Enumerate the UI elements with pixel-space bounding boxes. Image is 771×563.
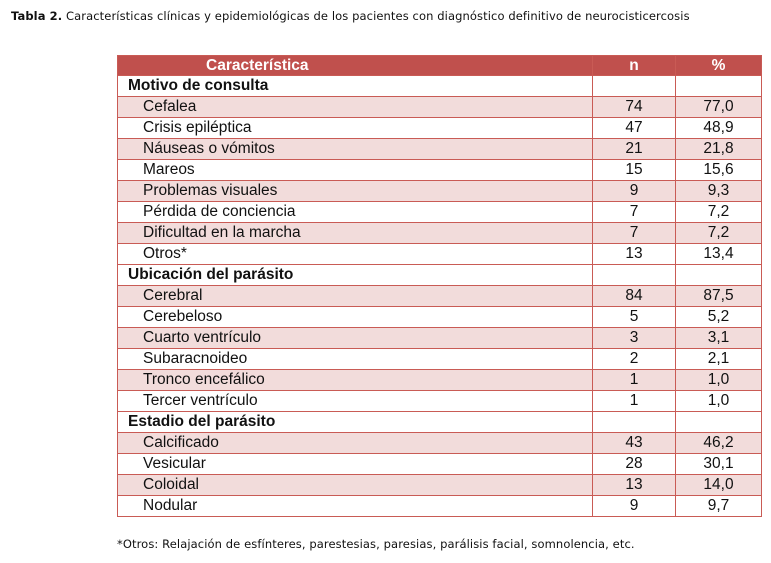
table-row	[118, 244, 762, 265]
header-percent: %	[676, 56, 762, 76]
row-label: Coloidal	[118, 475, 593, 496]
row-label: Otros*	[118, 244, 593, 265]
characteristics-table	[117, 55, 762, 517]
table-row	[118, 307, 762, 328]
section-row	[118, 265, 762, 286]
table-row	[118, 433, 762, 454]
row-percent: 13,4	[676, 244, 762, 265]
row-n: 47	[593, 118, 676, 139]
row-percent: 3,1	[676, 328, 762, 349]
row-n: 43	[593, 433, 676, 454]
row-percent: 21,8	[676, 139, 762, 160]
section-title: Ubicación del parásito	[118, 265, 593, 286]
row-percent: 7,2	[676, 202, 762, 223]
table-caption	[11, 9, 690, 23]
row-label: Pérdida de conciencia	[118, 202, 593, 223]
row-percent: 87,5	[676, 286, 762, 307]
row-n: 3	[593, 328, 676, 349]
section-n-empty	[593, 412, 676, 433]
row-percent: 1,0	[676, 370, 762, 391]
section-percent-empty	[676, 76, 762, 97]
table-caption-text: Características clínicas y epidemiológicas de los pacientes con diagnóstico definitivo de neurocisticercosis	[66, 9, 690, 23]
row-label: Nodular	[118, 496, 593, 517]
row-percent: 15,6	[676, 160, 762, 181]
table-row	[118, 370, 762, 391]
row-n: 9	[593, 181, 676, 202]
table-row	[118, 181, 762, 202]
row-n: 7	[593, 223, 676, 244]
row-n: 15	[593, 160, 676, 181]
section-percent-empty	[676, 412, 762, 433]
section-n-empty	[593, 265, 676, 286]
row-n: 21	[593, 139, 676, 160]
row-percent: 5,2	[676, 307, 762, 328]
row-label: Crisis epiléptica	[118, 118, 593, 139]
table-caption-label: Tabla 2.	[11, 9, 63, 23]
row-percent: 48,9	[676, 118, 762, 139]
row-n: 7	[593, 202, 676, 223]
row-percent: 7,2	[676, 223, 762, 244]
section-row	[118, 76, 762, 97]
table-row	[118, 223, 762, 244]
row-label: Tronco encefálico	[118, 370, 593, 391]
row-n: 1	[593, 370, 676, 391]
table-row	[118, 454, 762, 475]
row-percent: 2,1	[676, 349, 762, 370]
row-n: 2	[593, 349, 676, 370]
row-n: 74	[593, 97, 676, 118]
row-n: 84	[593, 286, 676, 307]
row-percent: 14,0	[676, 475, 762, 496]
table-row	[118, 202, 762, 223]
row-percent: 9,7	[676, 496, 762, 517]
table-row	[118, 496, 762, 517]
table-row	[118, 286, 762, 307]
table-row	[118, 160, 762, 181]
row-label: Mareos	[118, 160, 593, 181]
row-label: Problemas visuales	[118, 181, 593, 202]
row-label: Subaracnoideo	[118, 349, 593, 370]
section-percent-empty	[676, 265, 762, 286]
row-n: 28	[593, 454, 676, 475]
header-n: n	[593, 56, 676, 76]
row-label: Tercer ventrículo	[118, 391, 593, 412]
table-header-row	[118, 56, 762, 76]
row-percent: 1,0	[676, 391, 762, 412]
row-n: 1	[593, 391, 676, 412]
row-n: 9	[593, 496, 676, 517]
row-label: Cefalea	[118, 97, 593, 118]
table-row	[118, 475, 762, 496]
table-row	[118, 118, 762, 139]
row-percent: 9,3	[676, 181, 762, 202]
row-label: Calcificado	[118, 433, 593, 454]
row-label: Vesicular	[118, 454, 593, 475]
row-percent: 46,2	[676, 433, 762, 454]
table-row	[118, 328, 762, 349]
row-percent: 30,1	[676, 454, 762, 475]
section-n-empty	[593, 76, 676, 97]
row-label: Dificultad en la marcha	[118, 223, 593, 244]
table-body	[118, 76, 762, 517]
table-row	[118, 97, 762, 118]
section-row	[118, 412, 762, 433]
header-characteristic: Característica	[118, 56, 593, 76]
table-row	[118, 139, 762, 160]
section-title: Estadio del parásito	[118, 412, 593, 433]
row-label: Cerebral	[118, 286, 593, 307]
row-n: 13	[593, 475, 676, 496]
row-n: 13	[593, 244, 676, 265]
table-row	[118, 391, 762, 412]
table-row	[118, 349, 762, 370]
table-footnote: *Otros: Relajación de esfínteres, parestesias, paresias, parálisis facial, somnolencia, etc.	[117, 537, 635, 551]
row-label: Cerebeloso	[118, 307, 593, 328]
row-n: 5	[593, 307, 676, 328]
section-title: Motivo de consulta	[118, 76, 593, 97]
row-percent: 77,0	[676, 97, 762, 118]
row-label: Náuseas o vómitos	[118, 139, 593, 160]
row-label: Cuarto ventrículo	[118, 328, 593, 349]
